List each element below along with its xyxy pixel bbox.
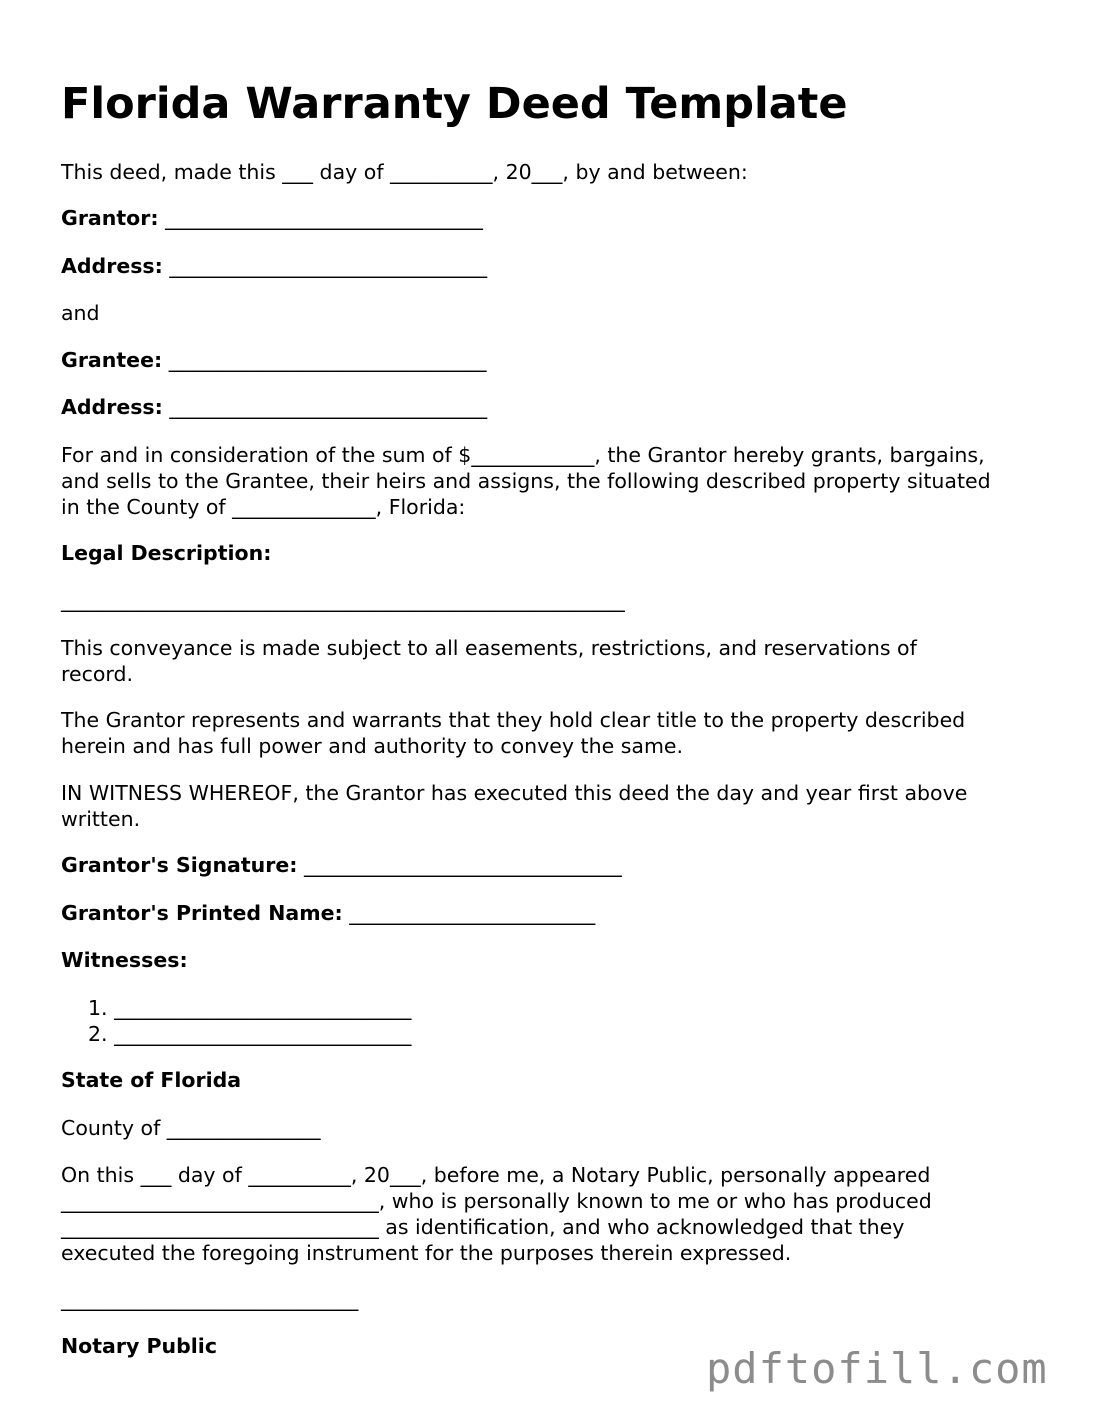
notary-public-label: Notary Public — [61, 1334, 217, 1358]
grantee-field — [61, 347, 486, 373]
grantee-address-blank[interactable]: _______________________________ — [169, 395, 488, 419]
consideration-line: and sells to the Grantee, their heirs and assigns, the following described property situated — [61, 469, 991, 493]
intro-line: This deed, made this ___ day of __________, 20___, by and between: — [61, 160, 748, 184]
notary-signature-blank[interactable]: _____________________________ — [61, 1287, 359, 1311]
county-field[interactable]: County of _______________ — [61, 1116, 321, 1140]
consideration-line: in the County of ______________, Florida: — [61, 495, 466, 519]
state-label: State of Florida — [61, 1068, 242, 1092]
notary-line: executed the foregoing instrument for the purposes therein expressed. — [61, 1241, 792, 1265]
witness-line-1[interactable]: 1. _____________________________ — [88, 996, 412, 1020]
witness-line-2[interactable]: 2. _____________________________ — [88, 1022, 412, 1046]
grantee-blank[interactable]: _______________________________ — [168, 348, 487, 372]
witness-clause-line: written. — [61, 807, 141, 831]
consideration-line: For and in consideration of the sum of $____________, the Grantor hereby grants, bargains, — [61, 443, 985, 467]
grantor-printed-name-label: Grantor's Printed Name: — [61, 901, 343, 925]
grantee-label: Grantee: — [61, 348, 163, 372]
grantor-address-label: Address: — [61, 254, 163, 278]
conveyance-line: record. — [61, 662, 134, 686]
notary-line: On this ___ day of __________, 20___, before me, a Notary Public, personally appeared — [61, 1163, 931, 1187]
grantor-blank[interactable]: _______________________________ — [165, 206, 483, 230]
and-text: and — [61, 301, 100, 325]
legal-description-blank[interactable]: _______________________________________________________ — [61, 588, 625, 612]
grantor-signature-label: Grantor's Signature: — [61, 853, 298, 877]
witness-clause-paragraph — [61, 780, 1041, 832]
grantor-address-blank[interactable]: _______________________________ — [169, 254, 488, 278]
grantor-field — [61, 205, 483, 231]
warranty-paragraph — [61, 707, 1041, 759]
consideration-paragraph — [61, 442, 1041, 520]
warranty-line: herein and has full power and authority to convey the same. — [61, 734, 684, 758]
grantor-signature-blank[interactable]: _______________________________ — [304, 853, 622, 877]
notary-paragraph — [61, 1162, 1041, 1266]
grantor-signature-field — [61, 852, 622, 878]
grantor-address-field — [61, 253, 487, 279]
witnesses-label: Witnesses: — [61, 948, 188, 972]
notary-line: _______________________________ as identification, and who acknowledged that they — [61, 1215, 905, 1239]
state-heading — [61, 1067, 241, 1093]
warranty-line: The Grantor represents and warrants that they hold clear title to the property described — [61, 708, 966, 732]
legal-description-heading: Legal Description: — [61, 541, 272, 565]
grantor-printed-name-field — [61, 900, 595, 926]
notary-line: _______________________________, who is personally known to me or who has produced — [61, 1189, 932, 1213]
watermark-text: pdftofill.com — [706, 1344, 1048, 1393]
witness-list — [61, 995, 411, 1047]
legal-description-label — [61, 540, 271, 566]
grantee-address-field — [61, 394, 487, 420]
notary-public-heading — [61, 1333, 217, 1359]
grantor-printed-name-blank[interactable]: ________________________ — [349, 901, 596, 925]
witness-clause-line: IN WITNESS WHEREOF, the Grantor has executed this deed the day and year first above — [61, 781, 968, 805]
conveyance-paragraph — [61, 635, 1041, 687]
document-title: Florida Warranty Deed Template — [61, 79, 848, 129]
witnesses-heading — [61, 947, 188, 973]
conveyance-line: This conveyance is made subject to all easements, restrictions, and reservations of — [61, 636, 917, 660]
grantor-label: Grantor: — [61, 206, 159, 230]
grantee-address-label: Address: — [61, 395, 163, 419]
